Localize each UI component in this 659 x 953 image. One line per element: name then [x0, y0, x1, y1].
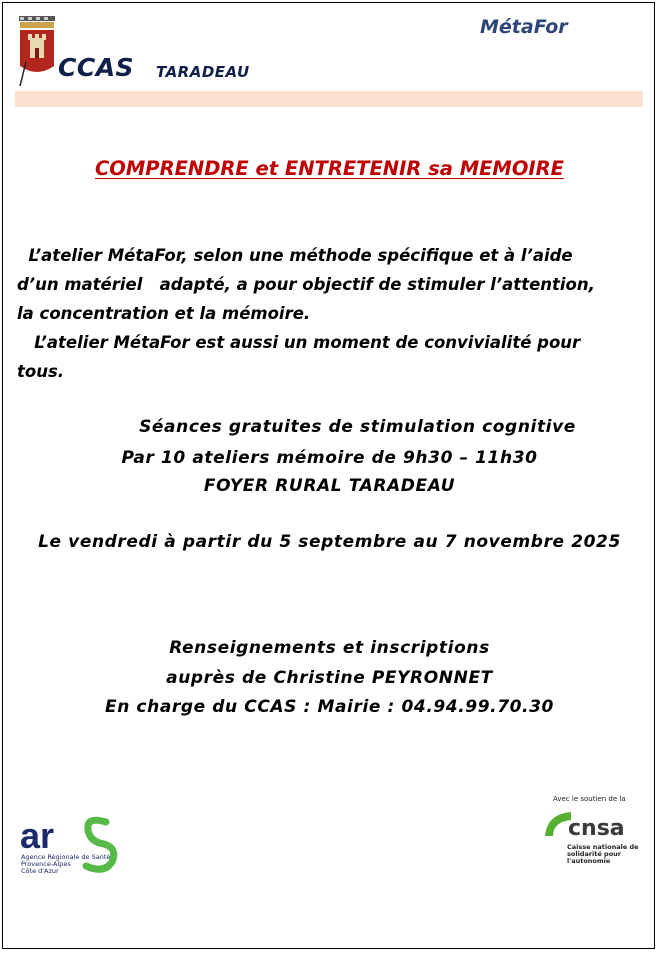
intro-line: L’atelier MétaFor est aussi un moment de convivialité pour	[17, 333, 581, 352]
org-name: CCAS	[58, 53, 135, 82]
cnsa-caption	[567, 844, 659, 865]
session-schedule: Par 10 ateliers mémoire de 9h30 – 11h30	[121, 448, 538, 468]
intro-text	[17, 241, 647, 386]
contact-person: auprès de Christine PEYRONNET	[166, 668, 493, 688]
contact-heading: Renseignements et inscriptions	[169, 638, 490, 658]
org-town: TARADEAU	[156, 63, 250, 81]
cnsa-caption-line: Caisse nationale de	[567, 843, 639, 851]
intro-line: d’un matériel adapté, a pour objectif de stimuler l’attention,	[17, 275, 595, 294]
header-band	[15, 91, 643, 107]
ars-caption-line: Provence-Alpes	[21, 860, 71, 868]
session-dates: Le vendredi à partir du 5 septembre au 7 novembre 2025	[38, 532, 621, 552]
cnsa-support-text: Avec le soutien de la	[553, 795, 626, 803]
page-title: COMPRENDRE et ENTRETENIR sa MEMOIRE	[94, 157, 565, 180]
cnsa-caption-line: solidarité pour l'autonomie	[567, 850, 621, 865]
ars-caption-line: Agence Régionale de Santé	[21, 853, 111, 861]
cnsa-logo-text: cnsa	[568, 816, 625, 841]
town-crest-logo	[18, 16, 56, 86]
session-description: Séances gratuites de stimulation cognitive	[139, 417, 576, 437]
intro-line: L’atelier MétaFor, selon une méthode spécifique et à l’aide	[17, 246, 573, 265]
ars-caption-line: Côte d'Azur	[21, 867, 59, 875]
intro-line: la concentration et la mémoire.	[17, 304, 311, 323]
contact-phone: En charge du CCAS : Mairie : 04.94.99.70.30	[105, 697, 554, 717]
svg-text:ar: ar	[20, 815, 55, 856]
intro-line: tous.	[17, 362, 65, 381]
ars-caption	[21, 854, 110, 875]
session-location: FOYER RURAL TARADEAU	[203, 476, 456, 496]
program-logo-text: MétaFor	[480, 16, 568, 38]
